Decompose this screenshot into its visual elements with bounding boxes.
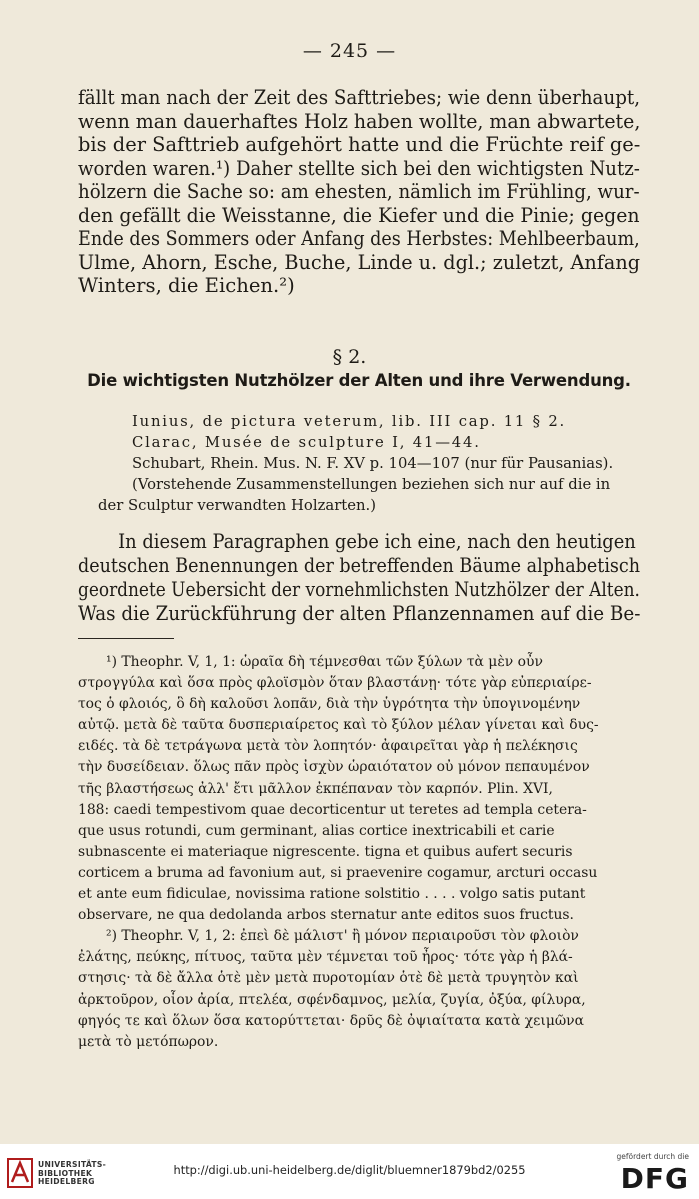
text-line: deutschen Benennungen der betreffenden Bäume alphabetisch bbox=[78, 554, 641, 577]
viewer-footer bbox=[0, 1144, 699, 1199]
footnote-line: αὐτῷ. μετὰ δὲ ταῦτα δυσπεριαίρετος καὶ τὸ ξύλον μέλαν γίνεται καὶ δυς- bbox=[78, 717, 599, 734]
reference-item: Iunius, de pictura veterum, lib. III cap. 11 § 2. bbox=[132, 413, 567, 430]
dfg-logo: DFG bbox=[620, 1162, 689, 1195]
text-line: Ende des Sommers oder Anfang des Herbstes: Mehlbeerbaum, bbox=[78, 227, 640, 250]
text-line: In diesem Paragraphen gebe ich eine, nach den heutigen bbox=[118, 530, 636, 553]
text-line: bis der Safttrieb aufgehört hatte und die Früchte reif ge- bbox=[78, 133, 641, 156]
footnote-line: que usus rotundi, cum germinant, alias cortice inextricabili et carie bbox=[78, 822, 555, 839]
footnote-line: ἀρκτοῦρον, οἷον ἀρία, πτελέα, σφένδαμνος, μελία, ζυγία, ὀξύα, φίλυρα, bbox=[78, 991, 586, 1008]
footnote-line: subnascente ei materiaque nigrescente. tigna et quibus aufert securis bbox=[78, 843, 573, 860]
footnote-line: τῆς βλαστήσεως ἀλλ' ἔτι μᾶλλον ἐκπέπαναν τὸν καρπόν. Plin. XVI, bbox=[78, 780, 553, 797]
paragraph-2 bbox=[78, 530, 640, 626]
footnote-line: στρογγύλα καὶ ὅσα πρὸς φλοϊσμὸν ὅταν βλαστάνῃ· τότε γὰρ εὐπεριαίρε- bbox=[78, 675, 592, 692]
footnote-separator bbox=[78, 638, 174, 639]
text-line: Was die Zurückführung der alten Pflanzennamen auf die Be- bbox=[78, 602, 641, 625]
permalink-url[interactable]: http://digi.ub.uni-heidelberg.de/diglit/bluemner1879bd2/0255 bbox=[173, 1163, 526, 1177]
footnote-line: φηγός τε καὶ ὅλων ὅσα κατορύττεται· δρῦς δὲ ὀψιαίτατα κατὰ χειμῶνα bbox=[78, 1012, 585, 1029]
reference-item: Clarac, Musée de sculpture I, 41—44. bbox=[132, 434, 481, 451]
footnote-line: et ante eum fidiculae, novissima ratione solstitio . . . . volgo satis putant bbox=[78, 886, 586, 903]
footnote-line: 188: caedi tempestivom quae decorticentur ut teretes ad templa cetera- bbox=[78, 801, 587, 818]
footnote-line: ²) Theophr. V, 1, 2: ἐπεὶ δὲ μάλιστ' ἢ μόνον περιαιροῦσι τὸν φλοιὸν bbox=[106, 928, 579, 945]
text-line: fällt man nach der Zeit des Safttriebes; wie denn überhaupt, bbox=[78, 86, 641, 109]
text-line: wenn man dauerhaftes Holz haben wollte, man abwartete, bbox=[78, 109, 641, 133]
text-line: den gefällt die Weisstanne, die Kiefer und die Pinie; gegen bbox=[78, 203, 640, 227]
footnote-line: στησις· τὰ δὲ ἄλλα ὁτὲ μὲν μετὰ πυροτομίαν ὁτὲ δὲ μετὰ τρυγητὸν καὶ bbox=[78, 970, 579, 987]
section-title: Die wichtigsten Nutzhölzer der Alten und ihre Verwendung. bbox=[87, 371, 631, 390]
footnote-line: τὴν δυσείδειαν. ὅλως πᾶν πρὸς ἰσχὺν ὡραιότατον οὐ μόνον πεπαυμένον bbox=[78, 759, 590, 776]
footnote-line: ¹) Theophr. V, 1, 1: ὡραῖα δὴ τέμνεσθαι τῶν ξύλων τὰ μὲν οὖν bbox=[106, 654, 543, 670]
footnote-line: corticem a bruma ad favonium aut, si praevenire cogamur, arcturi occasu bbox=[78, 864, 598, 881]
reference-item: (Vorstehende Zusammenstellungen beziehen sich nur auf die in bbox=[132, 476, 611, 493]
footnote-line: τος ὁ φλοιός, ὃ δὴ καλοῦσι λοπᾶν, διὰ τὴν ὑγρότητα τὴν ὑπογινομένην bbox=[78, 696, 581, 713]
paragraph-1 bbox=[78, 86, 640, 298]
footnote-line: ειδές. τὰ δὲ τετράγωνα μετὰ τὸν λοπητόν· ἀφαιρεῖται γὰρ ἡ πελέκησις bbox=[78, 738, 578, 755]
footnote-line: ἐλάτης, πεύκης, πίτυος, ταῦτα μὲν τέμνεται τοῦ ἦρος· τότε γὰρ ἡ βλά- bbox=[78, 949, 573, 966]
text-line: Winters, die Eichen.²) bbox=[78, 274, 295, 297]
reference-item: der Sculptur verwandten Holzarten.) bbox=[98, 497, 376, 514]
text-line: hölzern die Sache so: am ehesten, nämlich im Frühling, wur- bbox=[78, 180, 640, 203]
footnote-line: observare, ne qua dedolanda arbos sternatur ante editos suos fructus. bbox=[78, 907, 574, 924]
text-line: geordnete Uebersicht der vornehmlichsten Nutzhölzer der Alten. bbox=[78, 578, 640, 601]
bibliography-references bbox=[78, 411, 640, 516]
text-line: Ulme, Ahorn, Esche, Buche, Linde u. dgl.; zuletzt, Anfang bbox=[78, 250, 641, 274]
text-line: worden waren.¹) Daher stellte sich bei den wichtigsten Nutz- bbox=[78, 156, 640, 180]
footnotes bbox=[78, 652, 640, 1053]
funding-note: gefördert durch die bbox=[616, 1152, 689, 1161]
footnote-line: μετὰ τὸ μετόπωρον. bbox=[78, 1033, 219, 1050]
library-name: UNIVERSITÄTS- BIBLIOTHEK HEIDELBERG bbox=[38, 1160, 107, 1187]
page-number: — 245 — bbox=[302, 40, 397, 62]
reference-item: Schubart, Rhein. Mus. N. F. XV p. 104—107 (nur für Pausanias). bbox=[132, 455, 614, 472]
section-number: § 2. bbox=[332, 346, 367, 368]
